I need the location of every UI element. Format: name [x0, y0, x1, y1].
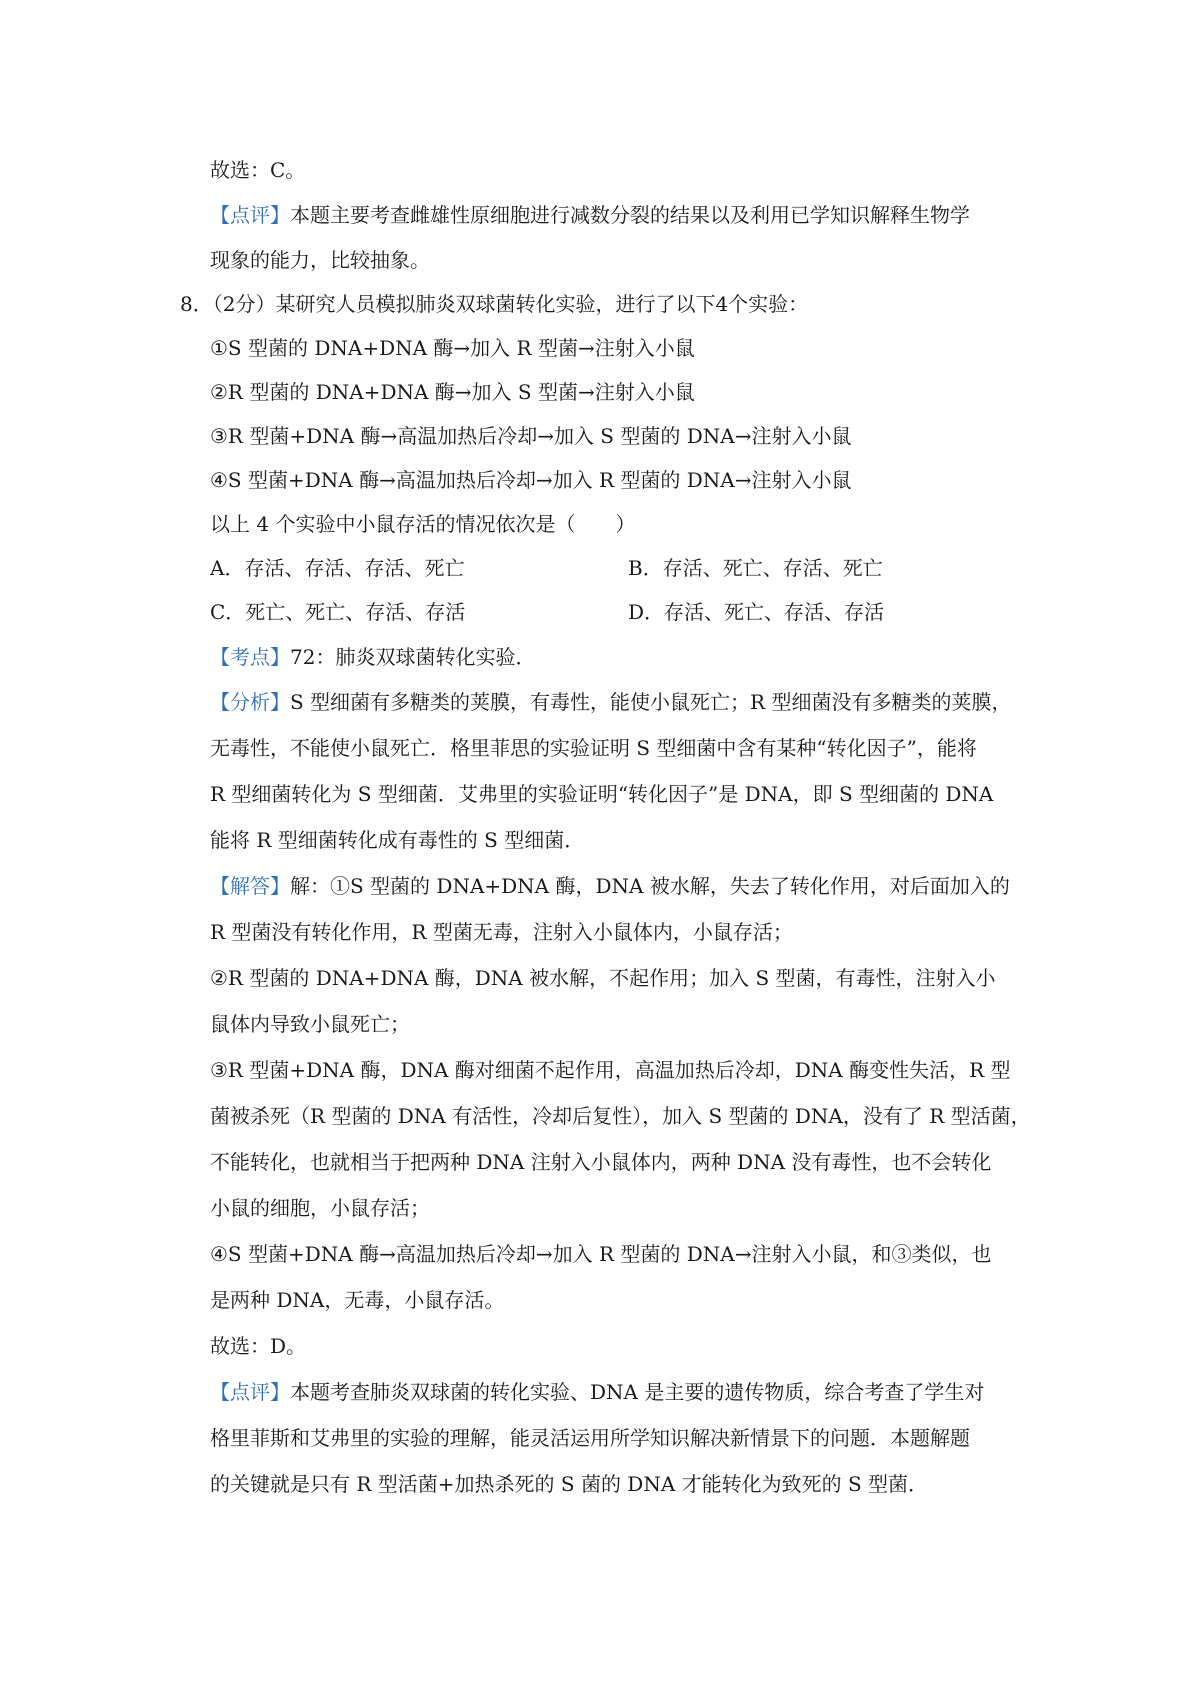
dianping-text: 本题考查肺炎双球菌的转化实验、DNA 是主要的遗传物质，综合考查了学生对 — [290, 1380, 985, 1404]
jieda-line-5: ③R 型菌+DNA 酶，DNA 酶对细菌不起作用，高温加热后冷却，DNA 酶变性失活，R 型 — [210, 1058, 1011, 1082]
experiment-2: ②R 型菌的 DNA+DNA 酶→加入 S 型菌→注射入小鼠 — [210, 380, 695, 404]
comment-tag: 【点评】 — [210, 203, 290, 227]
final-answer: 故选：D。 — [210, 1334, 307, 1358]
dianping-tag: 【点评】 — [210, 1380, 290, 1404]
experiment-4: ④S 型菌+DNA 酶→高温加热后冷却→加入 R 型菌的 DNA→注射入小鼠 — [210, 468, 852, 492]
fenxi-line-4: 能将 R 型细菌转化成有毒性的 S 型细菌． — [210, 828, 585, 852]
kaodian — [210, 643, 535, 671]
option-c: C．死亡、死亡、存活、存活 — [210, 600, 466, 624]
jieda-line-2: R 型菌没有转化作用，R 型菌无毒，注射入小鼠体内，小鼠存活； — [210, 920, 793, 944]
fenxi-text: S 型细菌有多糖类的荚膜，有毒性，能使小鼠死亡；R 型细菌没有多糖类的荚膜， — [290, 690, 1012, 714]
jieda-line-7: 不能转化，也就相当于把两种 DNA 注射入小鼠体内，两种 DNA 没有毒性，也不会转化 — [210, 1150, 992, 1174]
jieda-line-4: 鼠体内导致小鼠死亡； — [210, 1012, 410, 1036]
prev-comment-cont: 现象的能力，比较抽象。 — [210, 248, 430, 272]
dianping — [210, 1378, 984, 1406]
kaodian-tag: 【考点】 — [210, 645, 290, 669]
dianping-line-3: 的关键就是只有 R 型活菌+加热杀死的 S 菌的 DNA 才能转化为致死的 S 型菌． — [210, 1472, 929, 1496]
experiment-3: ③R 型菌+DNA 酶→高温加热后冷却→加入 S 型菌的 DNA→注射入小鼠 — [210, 424, 852, 448]
prev-comment — [210, 201, 970, 229]
comment-text: 本题主要考查雌雄性原细胞进行减数分裂的结果以及利用已学知识解释生物学 — [290, 203, 970, 227]
jieda-line-9: ④S 型菌+DNA 酶→高温加热后冷却→加入 R 型菌的 DNA→注射入小鼠，和③类似，也 — [210, 1242, 992, 1266]
question-stem: 8．（2分）某研究人员模拟肺炎双球菌转化实验，进行了以下4个实验： — [180, 292, 809, 316]
jieda-text: 解：①S 型菌的 DNA+DNA 酶，DNA 被水解，失去了转化作用，对后面加入的 — [290, 874, 1010, 898]
fenxi-line-3: R 型细菌转化为 S 型细菌．艾弗里的实验证明“转化因子”是 DNA，即 S 型细菌的 DNA — [210, 782, 994, 806]
experiment-1: ①S 型菌的 DNA+DNA 酶→加入 R 型菌→注射入小鼠 — [210, 336, 695, 360]
jieda-line-8: 小鼠的细胞，小鼠存活； — [210, 1196, 430, 1220]
kaodian-text: 72：肺炎双球菌转化实验． — [290, 645, 536, 669]
jieda-line-3: ②R 型菌的 DNA+DNA 酶，DNA 被水解，不起作用；加入 S 型菌，有毒性，注射入小 — [210, 966, 996, 990]
jieda-line-6: 菌被杀死（R 型菌的 DNA 有活性，冷却后复性），加入 S 型菌的 DNA，没有了 R 型活菌， — [210, 1104, 1031, 1128]
dianping-line-2: 格里菲斯和艾弗里的实验的理解，能灵活运用所学知识解决新情景下的问题．本题解题 — [210, 1426, 970, 1450]
jieda-tag: 【解答】 — [210, 874, 290, 898]
option-b: B．存活、死亡、存活、死亡 — [628, 556, 883, 580]
option-d: D．存活、死亡、存活、存活 — [628, 600, 885, 624]
jieda-line-10: 是两种 DNA，无毒，小鼠存活。 — [210, 1288, 505, 1312]
option-a: A．存活、存活、存活、死亡 — [210, 556, 465, 580]
prev-answer: 故选：C。 — [210, 158, 306, 182]
jieda — [210, 872, 1010, 900]
fenxi-line-2: 无毒性，不能使小鼠死亡．格里菲思的实验证明 S 型细菌中含有某种“转化因子”，能将 — [210, 736, 977, 760]
question-prompt: 以上 4 个实验中小鼠存活的情况依次是（ ） — [210, 512, 636, 536]
fenxi — [210, 688, 1011, 716]
fenxi-tag: 【分析】 — [210, 690, 290, 714]
